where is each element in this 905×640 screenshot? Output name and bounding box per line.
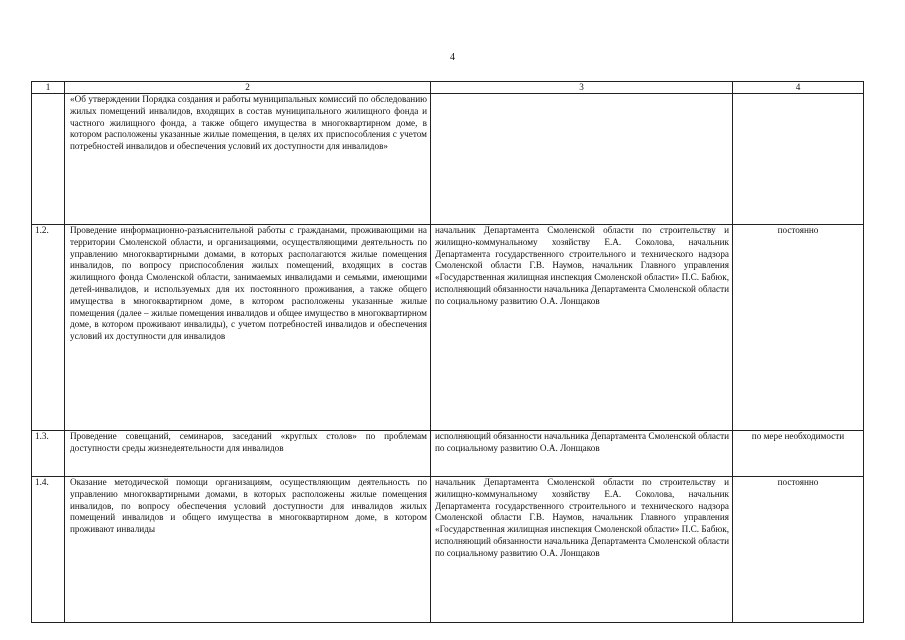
activities-table	[31, 81, 864, 623]
row-event: Проведение совещаний, семинаров, заседаний «круглых столов» по проблемам доступности среды жизнедеятельности для инвалидов	[65, 431, 431, 477]
table-row	[32, 225, 864, 431]
row-event: Оказание методической помощи организациям, осуществляющим деятельность по управлению многоквартирными домами, в которых расположены жилые помещения инвалидов, по вопросу обеспечения условий доступности для инвалидов жилых помещений инвалидов и общего имущества в многоквартирном доме, в котором проживают инвалиды	[65, 477, 431, 623]
row-number	[32, 94, 65, 225]
row-responsible: исполняющий обязанности начальника Департамента Смоленской области по социальному развитию О.А. Лонщаков	[431, 431, 733, 477]
row-event: Проведение информационно-разъяснительной работы с гражданами, проживающими на территории Смоленской области, и организациями, осуществляющими деятельность по управлению многоквартирными домами, в которых располагаются жилые помещения инвалидов, по вопросу приспособления жилых помещений, входящих в состав жилищного фонда Смоленской области, занимаемых инвалидами и семьями, имеющими детей-инвалидов, и используемых для их постоянного проживания, а также общего имущества в многоквартирном доме, в котором расположены указанные жилые помещения (далее – жилые помещения инвалидов и общее имущество в многоквартирном доме, в котором проживают инвалиды), с учетом потребностей инвалидов и обеспечения условий их доступности для инвалидов	[65, 225, 431, 431]
row-event: «Об утверждении Порядка создания и работы муниципальных комиссий по обследованию жилых помещений инвалидов, входящих в состав муниципального жилищного фонда и частного жилищного фонда, а также общего имущества в многоквартирном доме, в котором расположены указанные жилые помещения, в целях их приспособления с учетом потребностей инвалидов и обеспечения условий их доступности для инвалидов»	[65, 94, 431, 225]
table-row	[32, 477, 864, 623]
row-responsible: начальник Департамента Смоленской области по строительству и жилищно-коммунальному хозяйству Е.А. Соколова, начальник Департамента государственного строительного и технического надзора Смоленской области Г.В. Наумов, начальник Главного управления «Государственная жилищная инспекция Смоленской области» П.С. Бабюк, исполняющий обязанности начальника Департамента Смоленской области по социальному развитию О.А. Лонщаков	[431, 225, 733, 431]
row-number: 1.4.	[32, 477, 65, 623]
table-header-row	[32, 82, 864, 94]
row-deadline: по мере необходимости	[733, 431, 864, 477]
row-deadline: постоянно	[733, 225, 864, 431]
table-row	[32, 94, 864, 225]
row-deadline	[733, 94, 864, 225]
page-number: 4	[450, 52, 455, 63]
header-col-3: 3	[431, 82, 733, 94]
row-responsible	[431, 94, 733, 225]
row-deadline: постоянно	[733, 477, 864, 623]
row-number: 1.2.	[32, 225, 65, 431]
row-responsible: начальник Департамента Смоленской области по строительству и жилищно-коммунальному хозяйству Е.А. Соколова, начальник Департамента государственного строительного и технического надзора Смоленской области Г.В. Наумов, начальник Главного управления «Государственная жилищная инспекция Смоленской области» П.С. Бабюк, исполняющий обязанности начальника Департамента Смоленской области по социальному развитию О.А. Лонщаков	[431, 477, 733, 623]
table-row	[32, 431, 864, 477]
header-col-2: 2	[65, 82, 431, 94]
row-number: 1.3.	[32, 431, 65, 477]
header-col-1: 1	[32, 82, 65, 94]
header-col-4: 4	[733, 82, 864, 94]
